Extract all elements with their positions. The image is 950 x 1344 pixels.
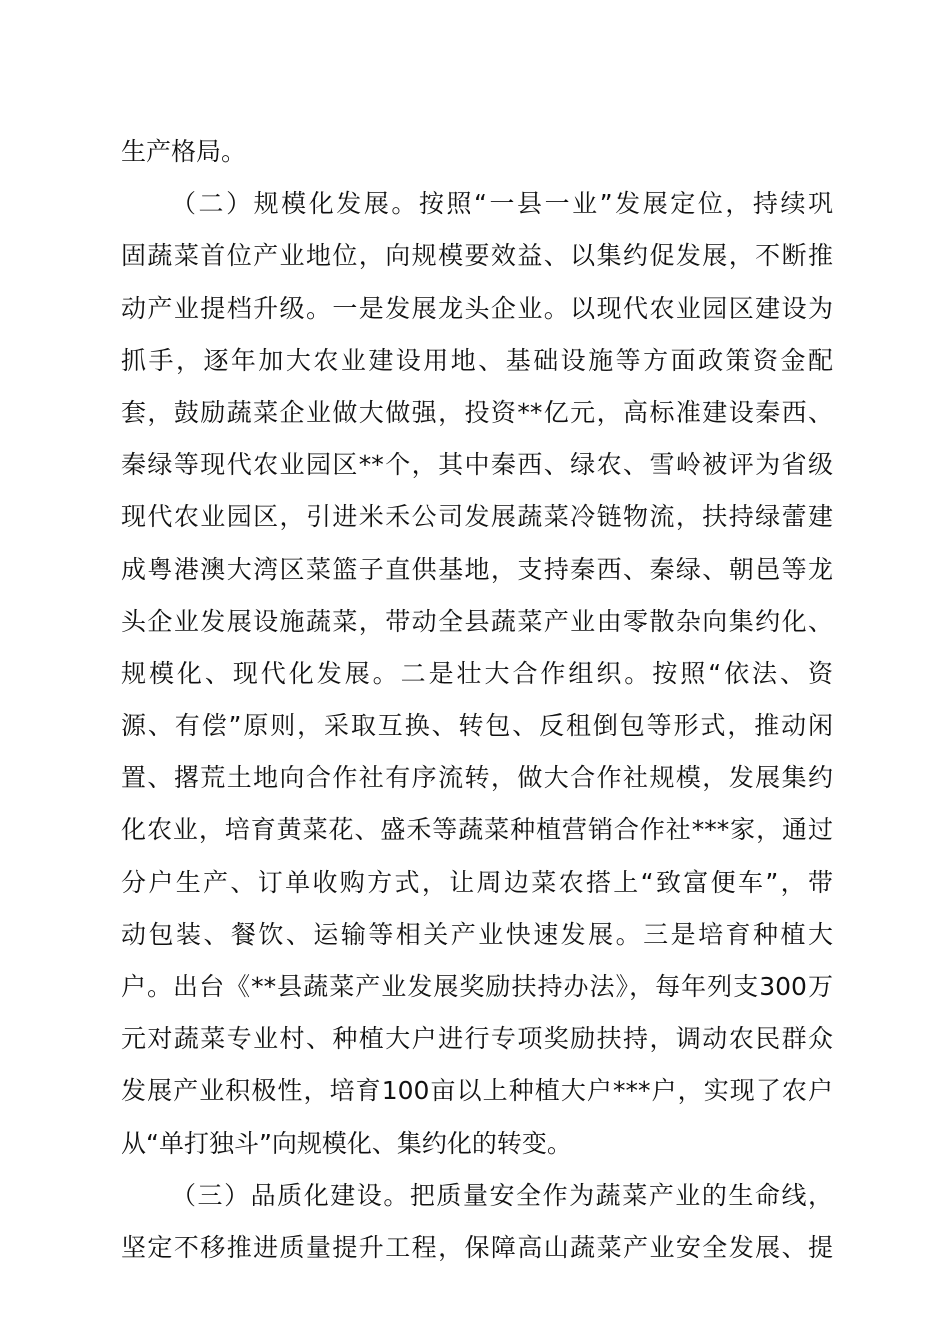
text-line: 固蔬菜首位产业地位，向规模要效益、以集约促发展，不断推 xyxy=(121,241,833,271)
text-line: 秦绿等现代农业园区**个，其中秦西、绿农、雪岭被评为省级 xyxy=(121,450,833,480)
text-line: 户。出台《**县蔬菜产业发展奖励扶持办法》，每年列支300万 xyxy=(121,972,833,1001)
text-line: 元对蔬菜专业村、种植大户进行专项奖励扶持，调动农民群众 xyxy=(121,1024,833,1054)
text-line: 套，鼓励蔬菜企业做大做强，投资**亿元，高标准建设秦西、 xyxy=(121,397,833,427)
text-line: 生产格局。 xyxy=(121,137,247,166)
text-line: 源、有偿”原则，采取互换、转包、反租倒包等形式，推动闲 xyxy=(121,711,833,741)
text-line: 从“单打独斗”向规模化、集约化的转变。 xyxy=(121,1128,572,1158)
text-line: 坚定不移推进质量提升工程，保障高山蔬菜产业安全发展、提 xyxy=(121,1232,833,1262)
text-line: 头企业发展设施蔬菜，带动全县蔬菜产业由零散杂向集约化、 xyxy=(121,606,833,636)
section-heading-line: （二）规模化发展。按照“一县一业”发展定位，持续巩 xyxy=(171,189,833,219)
text-line: 化农业，培育黄菜花、盛禾等蔬菜种植营销合作社***家，通过 xyxy=(121,815,833,845)
section-heading-line: （三）品质化建设。把质量安全作为蔬菜产业的生命线， xyxy=(171,1180,833,1210)
text-line: 规模化、现代化发展。二是壮大合作组织。按照“依法、资 xyxy=(121,658,833,688)
text-line: 发展产业积极性，培育100亩以上种植大户***户，实现了农户 xyxy=(121,1076,833,1106)
text-line: 动包装、餐饮、运输等相关产业快速发展。三是培育种植大 xyxy=(121,919,833,949)
text-line: 动产业提档升级。一是发展龙头企业。以现代农业园区建设为 xyxy=(121,293,833,323)
text-line: 成粤港澳大湾区菜篮子直供基地，支持秦西、秦绿、朝邑等龙 xyxy=(121,554,833,584)
body-text xyxy=(121,126,833,1274)
text-line: 现代农业园区，引进米禾公司发展蔬菜冷链物流，扶持绿蕾建 xyxy=(121,502,833,532)
text-line: 置、撂荒土地向合作社有序流转，做大合作社规模，发展集约 xyxy=(121,763,833,793)
text-line: 分户生产、订单收购方式，让周边菜农搭上“致富便车”，带 xyxy=(121,867,833,897)
text-line: 抓手，逐年加大农业建设用地、基础设施等方面政策资金配 xyxy=(121,345,833,375)
